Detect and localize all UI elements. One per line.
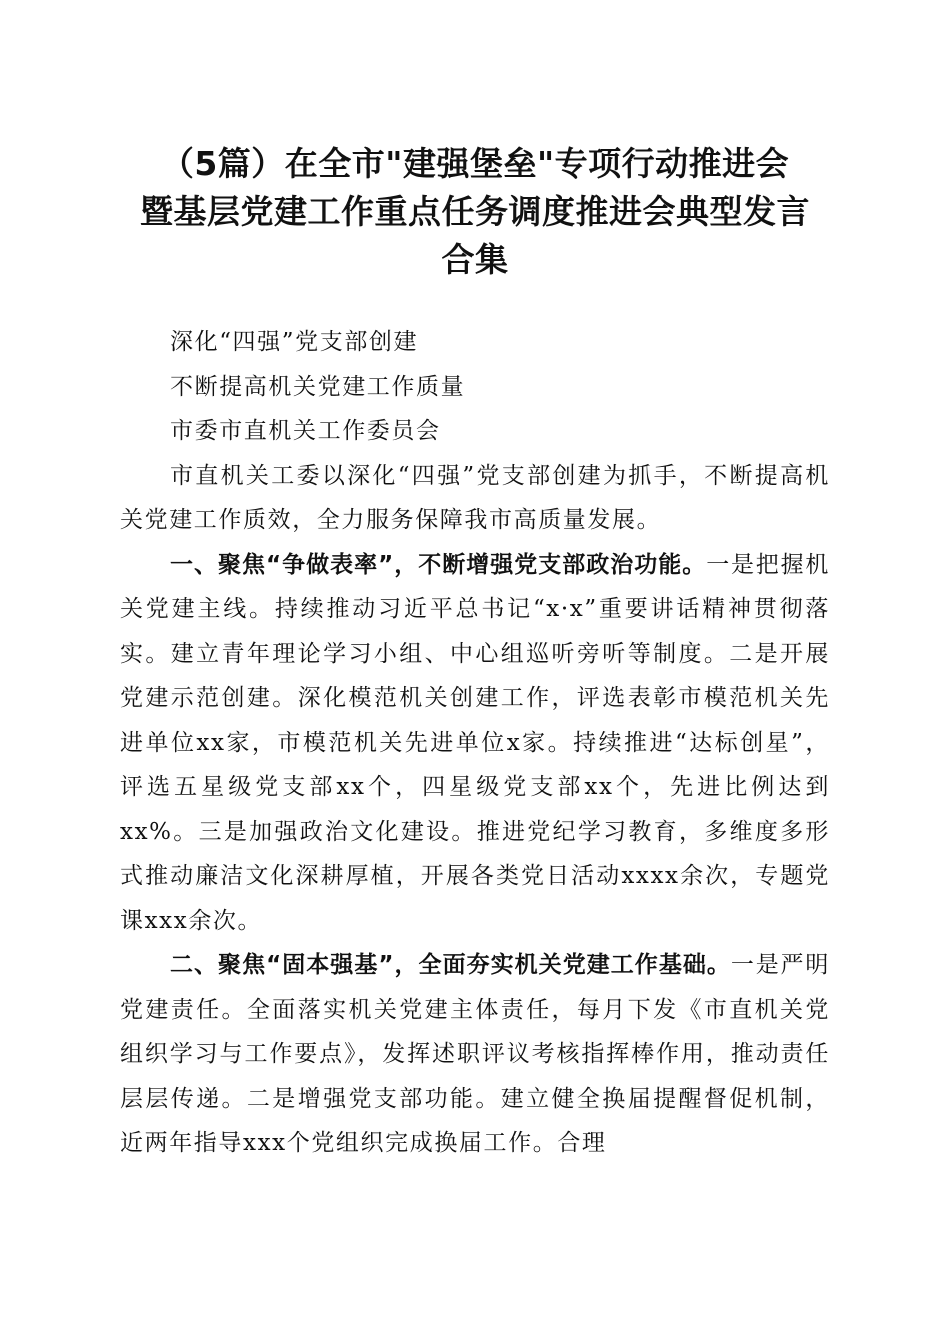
title-line-2: 暨基层党建工作重点任务调度推进会典型发言 [140, 192, 810, 231]
organization-name: 市委市直机关工作委员会 [170, 418, 441, 444]
title-line-1: （5篇）在全市"建强堡垒"专项行动推进会 [160, 144, 790, 183]
document-title [110, 140, 840, 284]
section-2-paragraph [120, 943, 830, 1166]
intro-paragraph: 市直机关工委以深化“四强”党支部创建为抓手，不断提高机关党建工作质效，全力服务保障我市高质量发展。 [120, 462, 830, 533]
section-1-paragraph [120, 543, 830, 944]
section-2-heading: 二、聚焦“固本强基”，全面夯实机关党建工作基础。 [170, 952, 731, 978]
section-1-heading: 一、聚焦“争做表率”，不断增强党支部政治功能。 [170, 551, 707, 578]
subtitle-2: 不断提高机关党建工作质量 [170, 373, 466, 400]
document-body [120, 320, 830, 1166]
section-2-text: 一是严明党建责任。全面落实机关党建主体责任，每月下发《市直机关党组织学习与工作要点》，发挥述职评议考核指挥棒作用，推动责任层层传递。二是增强党支部功能。建立健全换届提醒督促机制，近两年指导xxx个党组织完成换届工作。合理 [120, 952, 830, 1156]
subtitle-1: 深化“四强”党支部创建 [170, 329, 419, 355]
title-line-3: 合集 [441, 240, 509, 279]
section-1-text: 一是把握机关党建主线。持续推动习近平总书记“x·x”重要讲话精神贯彻落实。建立青年理论学习小组、中心组巡听旁听等制度。二是开展党建示范创建。深化模范机关创建工作，评选表彰市模范机关先进单位xx家，市模范机关先进单位x家。持续推进“达标创星”，评选五星级党支部xx个，四星级党支部xx个，先进比例达到xx%。三是加强政治文化建设。推进党纪学习教育，多维度多形式推动廉洁文化深耕厚植，开展各类党日活动xxxx余次，专题党课xxx余次。 [120, 551, 830, 934]
